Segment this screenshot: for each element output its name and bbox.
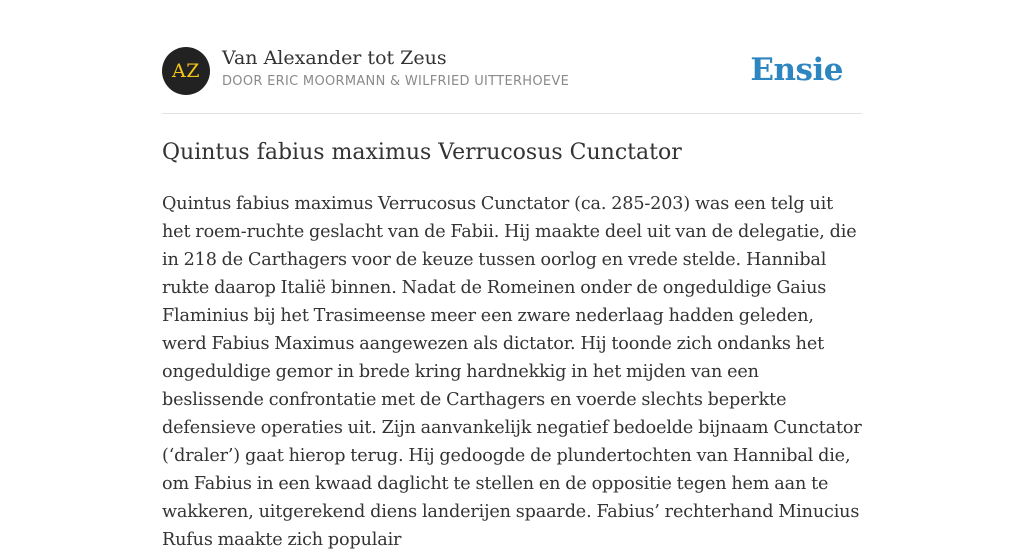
header [162, 46, 862, 96]
article-body: Quintus fabius maximus Verrucosus Cunctator (ca. 285-203) was een telg uit het roem-ruchte geslacht van de Fabii. Hij maakte deel uit van de delegatie, die in 218 de Carthagers voor de keuze tussen oorlog en vrede stelde. Hannibal rukte daarop Italië binnen. Nadat de Romeinen onder de ongeduldige Gaius Flaminius bij het Trasimeense meer een zware nederlaag hadden geleden, werd Fabius Maximus aangewezen als dictator. Hij toonde zich ondanks het ongeduldige gemor in brede kring hardnekkig in het mijden van een beslissende confrontatie met de Carthagers en voerde slechts beperkte defensieve operaties uit. Zijn aanvankelijk negatief bedoelde bijnaam Cunctator (‘draler’) gaat hierop terug. Hij gedoogde de plundertochten van Hannibal die, om Fabius in een kwaad daglicht te stellen en de oppositie tegen hem aan te wakkeren, uitgerekend diens landerijen spaarde. Fabius’ rechterhand Minucius Rufus maakte zich populair [162, 194, 862, 550]
book-authors: DOOR ERIC MOORMANN & WILFRIED UITTERHOEVE [222, 74, 570, 89]
header-divider [162, 113, 862, 114]
ensie-logo[interactable]: Ensie [750, 52, 843, 88]
book-avatar[interactable]: AZ [162, 47, 210, 95]
book-title-link[interactable]: Van Alexander tot Zeus [222, 47, 447, 69]
article-title: Quintus fabius maximus Verrucosus Cunctator [162, 140, 682, 165]
